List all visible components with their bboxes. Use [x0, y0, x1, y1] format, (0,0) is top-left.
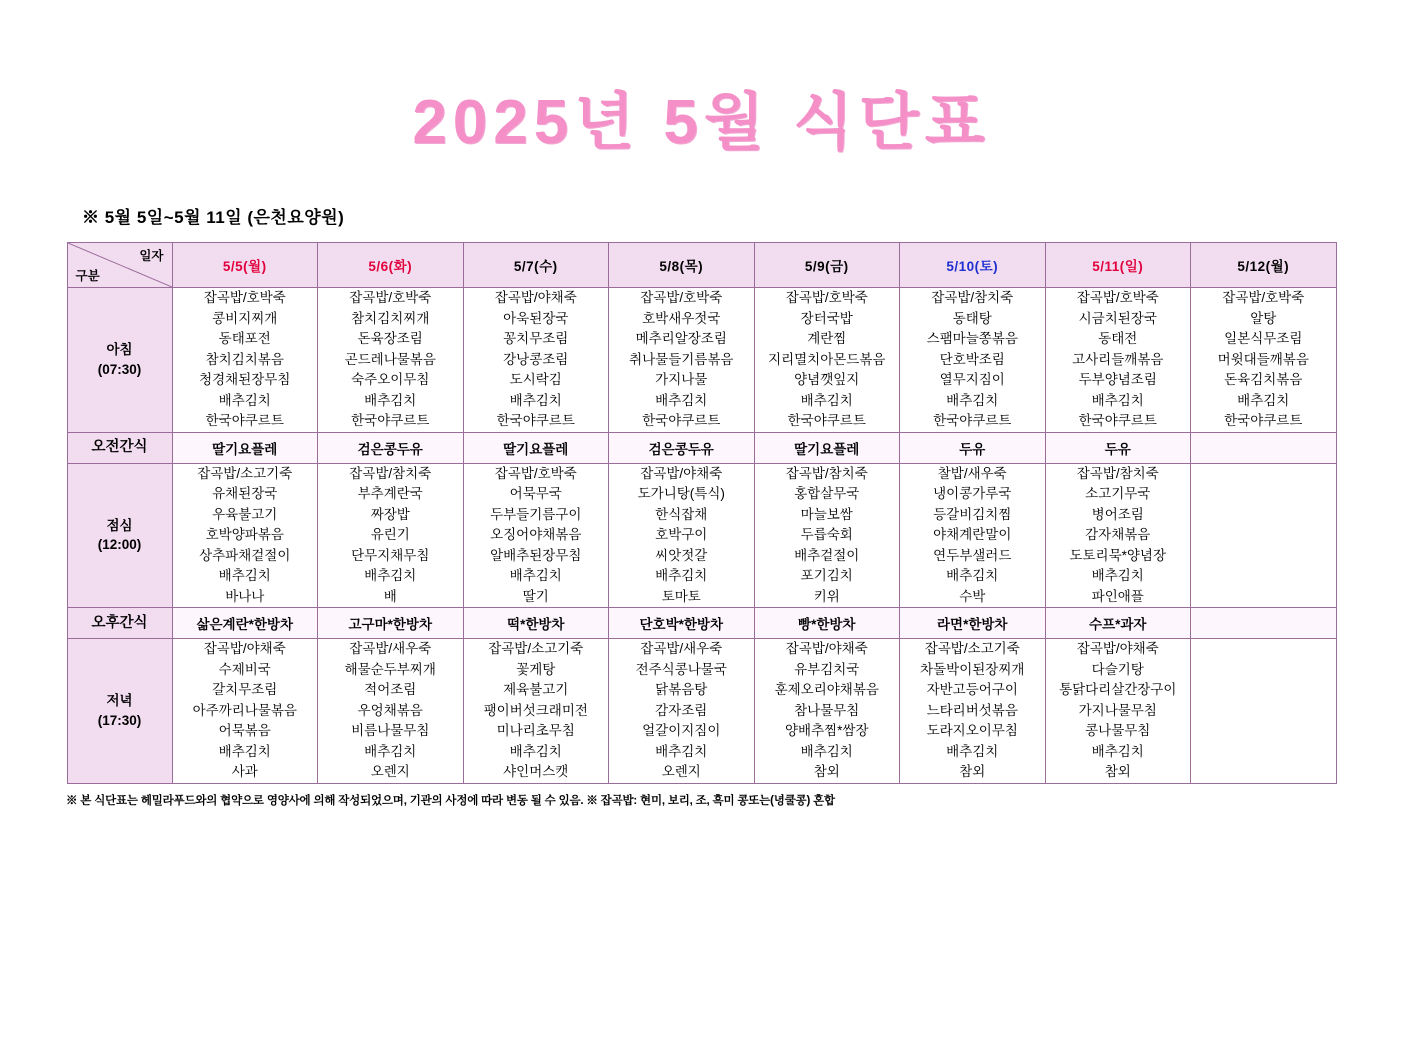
menu-item: 배추김치 [1091, 392, 1144, 408]
menu-item: 배추김치 [509, 743, 562, 759]
menu-item: 우엉채볶음 [357, 702, 423, 718]
menu-item: 꽁치무조림 [503, 331, 569, 347]
menu-item: 배추겉절이 [794, 547, 860, 563]
menu-item: 참외 [813, 764, 840, 780]
menu-item: 우육불고기 [212, 506, 278, 522]
menu-item: 아욱된장국 [503, 310, 569, 326]
cell-breakfast-5 [900, 288, 1046, 433]
menu-item: 강낭콩조림 [503, 351, 569, 367]
menu-item: 배추김치 [800, 392, 853, 408]
table-header-row [67, 243, 1336, 288]
menu-item: 씨앗젓갈 [655, 547, 708, 563]
menu-item: 지리멸치아몬드볶음 [768, 351, 886, 367]
menu-item: 배추김치 [218, 568, 271, 584]
menu-item: 해물순두부찌개 [344, 661, 436, 677]
menu-item: 한국야쿠르트 [642, 413, 721, 429]
menu-item: 갈치무조림 [212, 682, 278, 698]
menu-item: 소고기무국 [1085, 486, 1151, 502]
menu-item: 동태탕 [952, 310, 992, 326]
menu-item: 등갈비김치찜 [933, 506, 1012, 522]
menu-item: 청경채된장무침 [199, 372, 291, 388]
menu-item: 콩나물무침 [1085, 723, 1151, 739]
menu-item: 도라지오이무침 [926, 723, 1018, 739]
cell-lunch-3 [609, 463, 755, 608]
cell-morning-snack-4: 딸기요플레 [754, 432, 900, 463]
cell-afternoon-snack-1: 고구마*한방차 [318, 608, 464, 639]
menu-item: 잡곡밥/소고기죽 [488, 641, 584, 657]
menu-item: 전주식콩나물국 [635, 661, 727, 677]
menu-item: 메추리알장조림 [635, 331, 727, 347]
menu-item: 유채된장국 [212, 486, 278, 502]
menu-item: 수제비국 [218, 661, 271, 677]
menu-item: 두부들기름구이 [490, 506, 582, 522]
row-label-afternoon-snack: 오후간식 [67, 608, 172, 639]
menu-table [67, 242, 1337, 784]
menu-item: 자반고등어구이 [926, 682, 1018, 698]
day-header-2: 5/7(수) [463, 243, 609, 288]
menu-item: 스팸마늘쫑볶음 [926, 331, 1018, 347]
menu-item: 토마토 [661, 588, 701, 604]
row-lunch [67, 463, 1336, 608]
cell-dinner-7 [1191, 639, 1337, 784]
menu-item: 가지나물 [655, 372, 708, 388]
menu-item: 딸기 [522, 588, 549, 604]
menu-item: 배추김치 [218, 743, 271, 759]
menu-item: 도토리묵*양념장 [1069, 547, 1167, 563]
menu-item: 부추계란국 [357, 486, 423, 502]
menu-item: 참외 [1104, 764, 1131, 780]
menu-item: 오징어야채볶음 [490, 527, 582, 543]
menu-item: 잡곡밥/호박죽 [1076, 290, 1159, 305]
menu-item: 잡곡밥/소고기죽 [924, 641, 1020, 657]
menu-item: 호박구이 [655, 527, 708, 543]
menu-item: 제육불고기 [503, 682, 569, 698]
menu-item: 참치김치볶음 [205, 351, 284, 367]
menu-item: 유부김치국 [794, 661, 860, 677]
menu-item: 감자조림 [655, 702, 708, 718]
menu-item: 도시락김 [509, 372, 562, 388]
menu-item: 비름나물무침 [351, 723, 430, 739]
menu-item: 차돌박이된장찌개 [920, 661, 1025, 677]
cell-breakfast-6 [1045, 288, 1191, 433]
menu-item: 도가니탕(특식) [637, 486, 725, 502]
menu-item: 일본식무조림 [1224, 331, 1303, 347]
menu-item: 잡곡밥/야채죽 [785, 641, 868, 657]
menu-item: 한국야쿠르트 [1224, 413, 1303, 429]
cell-breakfast-0 [172, 288, 318, 433]
cell-afternoon-snack-4: 빵*한방차 [754, 608, 900, 639]
cell-afternoon-snack-2: 떡*한방차 [463, 608, 609, 639]
cell-morning-snack-1: 검은콩두유 [318, 432, 464, 463]
menu-item: 잡곡밥/호박죽 [494, 465, 577, 481]
menu-item: 잡곡밥/참치죽 [1076, 465, 1159, 481]
menu-item: 연두부샐러드 [933, 547, 1012, 563]
cell-morning-snack-7 [1191, 432, 1337, 463]
menu-item: 냉이콩가루국 [933, 486, 1012, 502]
day-header-0: 5/5(월) [172, 243, 318, 288]
menu-item: 양배추찜*쌈장 [785, 723, 869, 739]
menu-item: 두릅숙회 [800, 527, 853, 543]
menu-item: 잡곡밥/참치죽 [785, 465, 868, 481]
menu-item: 훈제오리야채볶음 [774, 682, 879, 698]
menu-item: 배 [383, 588, 397, 604]
menu-item: 잡곡밥/호박죽 [640, 290, 723, 305]
row-dinner [67, 639, 1336, 784]
menu-item: 배추김치 [509, 568, 562, 584]
menu-item: 병어조림 [1091, 506, 1144, 522]
day-header-4: 5/9(금) [754, 243, 900, 288]
menu-item: 고사리들깨볶음 [1072, 351, 1164, 367]
menu-item: 열무지짐이 [939, 372, 1005, 388]
menu-item: 시금치된장국 [1078, 310, 1157, 326]
cell-dinner-0 [172, 639, 318, 784]
cell-lunch-2 [463, 463, 609, 608]
menu-item: 잡곡밥/야채죽 [1076, 641, 1159, 657]
cell-lunch-7 [1191, 463, 1337, 608]
row-label-morning-snack: 오전간식 [67, 432, 172, 463]
menu-item: 잡곡밥/호박죽 [349, 290, 432, 305]
cell-morning-snack-3: 검은콩두유 [609, 432, 755, 463]
menu-item: 배추김치 [1091, 743, 1144, 759]
menu-item: 얼갈이지짐이 [642, 723, 721, 739]
cell-afternoon-snack-7 [1191, 608, 1337, 639]
day-header-5: 5/10(토) [900, 243, 1046, 288]
menu-item: 느타리버섯볶음 [926, 702, 1018, 718]
row-label-lunch [67, 463, 172, 608]
menu-item: 배추김치 [946, 568, 999, 584]
menu-item: 잡곡밥/소고기죽 [197, 465, 293, 481]
menu-item: 한국야쿠르트 [1078, 413, 1157, 429]
menu-item: 돈육장조림 [357, 331, 423, 347]
menu-item: 키위 [813, 588, 840, 604]
cell-dinner-4 [754, 639, 900, 784]
menu-item: 참외 [959, 764, 986, 780]
cell-breakfast-2 [463, 288, 609, 433]
menu-item: 한국야쿠르트 [205, 413, 284, 429]
cell-dinner-1 [318, 639, 464, 784]
menu-item: 배추김치 [655, 568, 708, 584]
menu-item: 잡곡밥/호박죽 [1222, 290, 1305, 305]
menu-item: 한국야쿠르트 [351, 413, 430, 429]
menu-item: 찰밥/새우죽 [937, 465, 1007, 481]
corner-division-label: 구분 [75, 269, 100, 283]
menu-item: 곤드레나물볶음 [344, 351, 436, 367]
cell-breakfast-7 [1191, 288, 1337, 433]
menu-item: 파인애플 [1091, 588, 1144, 604]
menu-item: 잡곡밥/새우죽 [640, 641, 723, 657]
menu-item: 잡곡밥/야채죽 [203, 641, 286, 657]
row-label-dinner [67, 639, 172, 784]
day-header-6: 5/11(일) [1045, 243, 1191, 288]
menu-item: 배추김치 [655, 743, 708, 759]
menu-item: 마늘보쌈 [800, 506, 853, 522]
menu-item: 닭볶음탕 [655, 682, 708, 698]
menu-item: 다슬기탕 [1091, 661, 1144, 677]
menu-item: 유린기 [370, 527, 410, 543]
menu-item: 잡곡밥/야채죽 [640, 465, 723, 481]
menu-item: 머윗대들깨볶음 [1217, 351, 1309, 367]
cell-dinner-5 [900, 639, 1046, 784]
cell-breakfast-3 [609, 288, 755, 433]
menu-page [0, 72, 1403, 1064]
menu-item: 잡곡밥/야채죽 [494, 290, 577, 305]
menu-item: 배추김치 [655, 392, 708, 408]
menu-item: 두부양념조림 [1078, 372, 1157, 388]
cell-afternoon-snack-3: 단호박*한방차 [609, 608, 755, 639]
menu-item: 참나물무침 [794, 702, 860, 718]
menu-item: 호박양파볶음 [205, 527, 284, 543]
cell-lunch-6 [1045, 463, 1191, 608]
row-label-dinner-name: 저녁 [106, 693, 133, 709]
menu-item: 잡곡밥/호박죽 [785, 290, 868, 305]
cell-lunch-1 [318, 463, 464, 608]
row-afternoon-snack [67, 608, 1336, 639]
menu-item: 통닭다리살간장구이 [1059, 682, 1177, 698]
cell-lunch-5 [900, 463, 1046, 608]
menu-item: 한국야쿠르트 [787, 413, 866, 429]
menu-item: 감자채볶음 [1085, 527, 1151, 543]
menu-item: 알배추된장무침 [490, 547, 582, 563]
menu-item: 동태전 [1098, 331, 1138, 347]
menu-item: 참치김치찌개 [351, 310, 430, 326]
menu-item: 가지나물무침 [1078, 702, 1157, 718]
corner-cell [67, 243, 172, 288]
row-morning-snack [67, 432, 1336, 463]
menu-item: 어묵무국 [509, 486, 562, 502]
menu-item: 잡곡밥/새우죽 [349, 641, 432, 657]
menu-item: 잡곡밥/호박죽 [203, 290, 286, 305]
menu-item: 양념깻잎지 [794, 372, 860, 388]
row-label-lunch-time: (12:00) [97, 537, 142, 553]
menu-item: 짜장밥 [370, 506, 410, 522]
cell-afternoon-snack-5: 라면*한방차 [900, 608, 1046, 639]
menu-item: 배추김치 [1091, 568, 1144, 584]
cell-morning-snack-2: 딸기요플레 [463, 432, 609, 463]
menu-item: 오렌지 [661, 764, 701, 780]
row-label-dinner-time: (17:30) [97, 713, 142, 729]
day-header-1: 5/6(화) [318, 243, 464, 288]
row-label-breakfast-time: (07:30) [97, 361, 142, 377]
menu-item: 배추김치 [946, 743, 999, 759]
menu-item: 수박 [959, 588, 986, 604]
menu-item: 적어조림 [364, 682, 417, 698]
menu-item: 배추김치 [364, 743, 417, 759]
menu-item: 단호박조림 [939, 351, 1005, 367]
menu-item: 한식잡채 [655, 506, 708, 522]
menu-item: 한국야쿠르트 [496, 413, 575, 429]
day-header-3: 5/8(목) [609, 243, 755, 288]
menu-item: 계란찜 [807, 331, 847, 347]
cell-morning-snack-5: 두유 [900, 432, 1046, 463]
menu-item: 아주까리나물볶음 [192, 702, 297, 718]
menu-item: 배추김치 [364, 392, 417, 408]
cell-dinner-6 [1045, 639, 1191, 784]
row-label-breakfast [67, 288, 172, 433]
menu-item: 오렌지 [370, 764, 410, 780]
menu-item: 한국야쿠르트 [933, 413, 1012, 429]
menu-item: 홍합살무국 [794, 486, 860, 502]
menu-item: 콩비지찌개 [212, 310, 278, 326]
menu-item: 상추파채겉절이 [199, 547, 291, 563]
cell-afternoon-snack-0: 삶은계란*한방차 [172, 608, 318, 639]
cell-dinner-2 [463, 639, 609, 784]
menu-item: 잡곡밥/참치죽 [349, 465, 432, 481]
menu-item: 포기김치 [800, 568, 853, 584]
cell-lunch-4 [754, 463, 900, 608]
cell-afternoon-snack-6: 수프*과자 [1045, 608, 1191, 639]
menu-item: 호박새우젓국 [642, 310, 721, 326]
page-title: 2025년 5월 식단표 [412, 88, 991, 157]
menu-item: 단무지채무침 [351, 547, 430, 563]
menu-item: 돈육김치볶음 [1224, 372, 1303, 388]
menu-item: 바나나 [225, 588, 265, 604]
subtitle: ※ 5월 5일~5월 11일 (은천요양원) [82, 208, 345, 227]
menu-item: 꽃게탕 [516, 661, 556, 677]
menu-item: 미나리초무침 [496, 723, 575, 739]
row-label-breakfast-name: 아침 [106, 342, 133, 358]
cell-morning-snack-6: 두유 [1045, 432, 1191, 463]
day-header-7: 5/12(월) [1191, 243, 1337, 288]
corner-date-label: 일자 [139, 249, 164, 263]
menu-item: 야채계란말이 [933, 527, 1012, 543]
menu-item: 배추김치 [800, 743, 853, 759]
menu-item: 팽이버섯크래미전 [483, 702, 588, 718]
menu-item: 배추김치 [946, 392, 999, 408]
menu-item: 사과 [231, 764, 258, 780]
cell-breakfast-4 [754, 288, 900, 433]
menu-item: 알탕 [1250, 310, 1277, 326]
menu-item: 배추김치 [364, 568, 417, 584]
footnote: ※ 본 식단표는 헤밀라푸드와의 협약으로 영양사에 의해 작성되었으며, 기관의 사정에 따라 변동 될 수 있음. ※ 잡곡밥: 현미, 보리, 조, 흑미 콩또는(녕쿨콩) 혼합 [66, 794, 835, 807]
menu-item: 배추김치 [509, 392, 562, 408]
menu-item: 숙주오이무침 [351, 372, 430, 388]
menu-item: 잡곡밥/참치죽 [931, 290, 1014, 305]
menu-item: 배추김치 [1237, 392, 1290, 408]
menu-item: 어묵볶음 [218, 723, 271, 739]
menu-item: 동태포전 [218, 331, 271, 347]
cell-lunch-0 [172, 463, 318, 608]
row-breakfast [67, 288, 1336, 433]
row-label-lunch-name: 점심 [106, 517, 133, 533]
cell-dinner-3 [609, 639, 755, 784]
cell-breakfast-1 [318, 288, 464, 433]
cell-morning-snack-0: 딸기요플레 [172, 432, 318, 463]
menu-item: 장터국밥 [800, 310, 853, 326]
menu-item: 배추김치 [218, 392, 271, 408]
menu-item: 샤인머스캣 [503, 764, 569, 780]
menu-item: 취나물들기름볶음 [629, 351, 734, 367]
